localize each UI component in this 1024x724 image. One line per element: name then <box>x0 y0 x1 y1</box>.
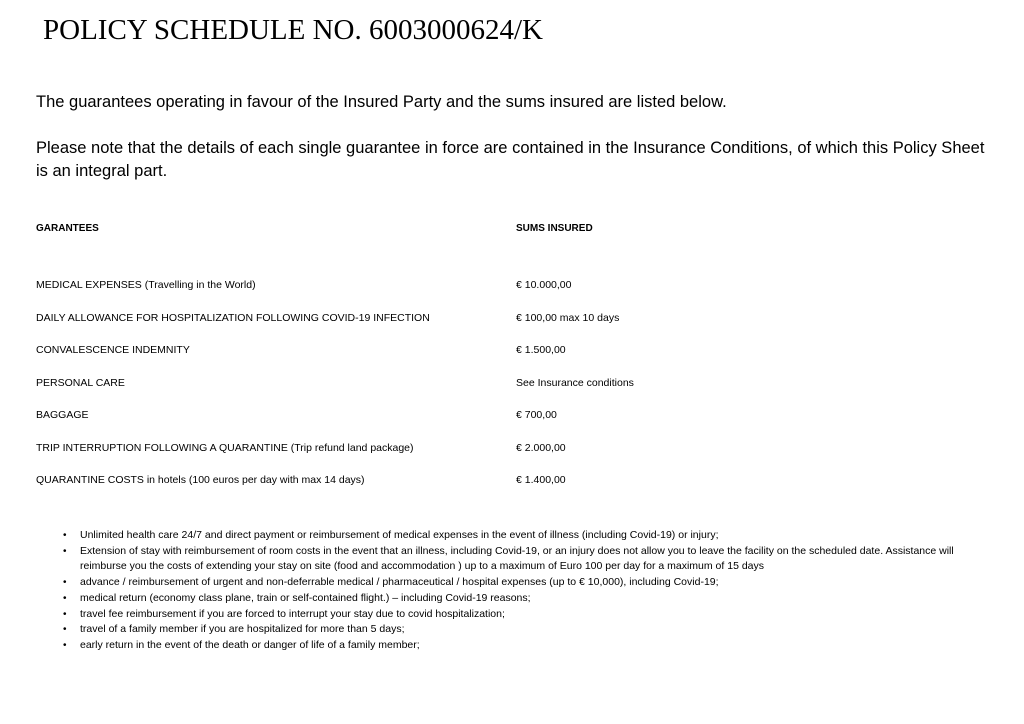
bullet-icon: • <box>63 577 67 589</box>
bullet-icon: • <box>63 608 67 620</box>
table-row <box>36 442 936 475</box>
bullet-icon: • <box>63 530 67 541</box>
intro-paragraph-1: The guarantees operating in favour of the Insured Party and the sums insured are listed below. <box>36 93 727 111</box>
sum-insured: See Insurance conditions <box>516 376 634 389</box>
list-item-text: advance / reimbursement of urgent and non-deferrable medical / pharmaceutical / hospital expenses (up to € 10,000), including Covid-19; <box>80 576 719 589</box>
sum-insured: € 700,00 <box>516 409 557 421</box>
list-item-text: medical return (economy class plane, train or self-contained flight.) – including Covid-19 reasons; <box>80 591 531 604</box>
header-guarantees: GARANTEES <box>36 223 99 234</box>
guarantee-name: MEDICAL EXPENSES (Travelling in the World) <box>36 279 256 291</box>
table-row <box>36 312 936 345</box>
list-item <box>63 575 963 591</box>
sum-insured: € 1.400,00 <box>516 474 566 486</box>
guarantee-name: DAILY ALLOWANCE FOR HOSPITALIZATION FOLLOWING COVID-19 INFECTION <box>36 311 430 324</box>
table-header-row <box>36 223 936 279</box>
intro-paragraph-2: Please note that the details of each single guarantee in force are contained in the Insurance Conditions, of which this Policy Sheet is an integral part. <box>36 139 985 180</box>
list-item-text: travel fee reimbursement if you are forced to interrupt your stay due to covid hospitalization; <box>80 607 505 620</box>
list-item <box>63 528 963 544</box>
bullet-icon: • <box>63 624 67 636</box>
bullet-icon: • <box>63 545 67 557</box>
list-item-text: Unlimited health care 24/7 and direct payment or reimbursement of medical expenses in the event of illness (including Covid-19) or injury; <box>80 529 719 541</box>
guarantee-name: QUARANTINE COSTS in hotels (100 euros per day with max 14 days) <box>36 474 365 486</box>
list-item <box>63 638 963 654</box>
table-row <box>36 377 936 410</box>
sum-insured: € 2.000,00 <box>516 441 566 454</box>
page-title: POLICY SCHEDULE NO. 6003000624/K <box>43 14 543 46</box>
sum-insured: € 1.500,00 <box>516 344 566 356</box>
table-row <box>36 474 936 507</box>
guarantee-name: PERSONAL CARE <box>36 376 125 389</box>
table-row <box>36 409 936 442</box>
list-item <box>63 622 963 638</box>
table-row <box>36 279 936 312</box>
list-item-text: travel of a family member if you are hospitalized for more than 5 days; <box>80 623 405 636</box>
list-item <box>63 607 963 623</box>
list-item <box>63 591 963 607</box>
guarantees-table <box>36 223 936 507</box>
guarantee-name: BAGGAGE <box>36 409 89 421</box>
list-item <box>63 544 963 575</box>
header-sums-insured: SUMS INSURED <box>516 223 593 234</box>
list-item-text: early return in the event of the death or danger of life of a family member; <box>80 638 420 651</box>
list-item-text: Extension of stay with reimbursement of room costs in the event that an illness, including Covid-19, or an injury does not allow you to leave the facility on the scheduled date. Assistance will reimburse you the costs of extending your stay on site (food and accommodation ) up to a maximum of Euro 100 per day for a maximum of 15 days <box>80 544 954 573</box>
coverage-bullet-list <box>63 528 963 654</box>
sum-insured: € 10.000,00 <box>516 279 572 291</box>
guarantee-name: CONVALESCENCE INDEMNITY <box>36 344 190 356</box>
bullet-icon: • <box>63 639 67 651</box>
table-row <box>36 344 936 377</box>
guarantee-name: TRIP INTERRUPTION FOLLOWING A QUARANTINE (Trip refund land package) <box>36 441 414 454</box>
sum-insured: € 100,00 max 10 days <box>516 311 620 324</box>
bullet-icon: • <box>63 592 67 604</box>
